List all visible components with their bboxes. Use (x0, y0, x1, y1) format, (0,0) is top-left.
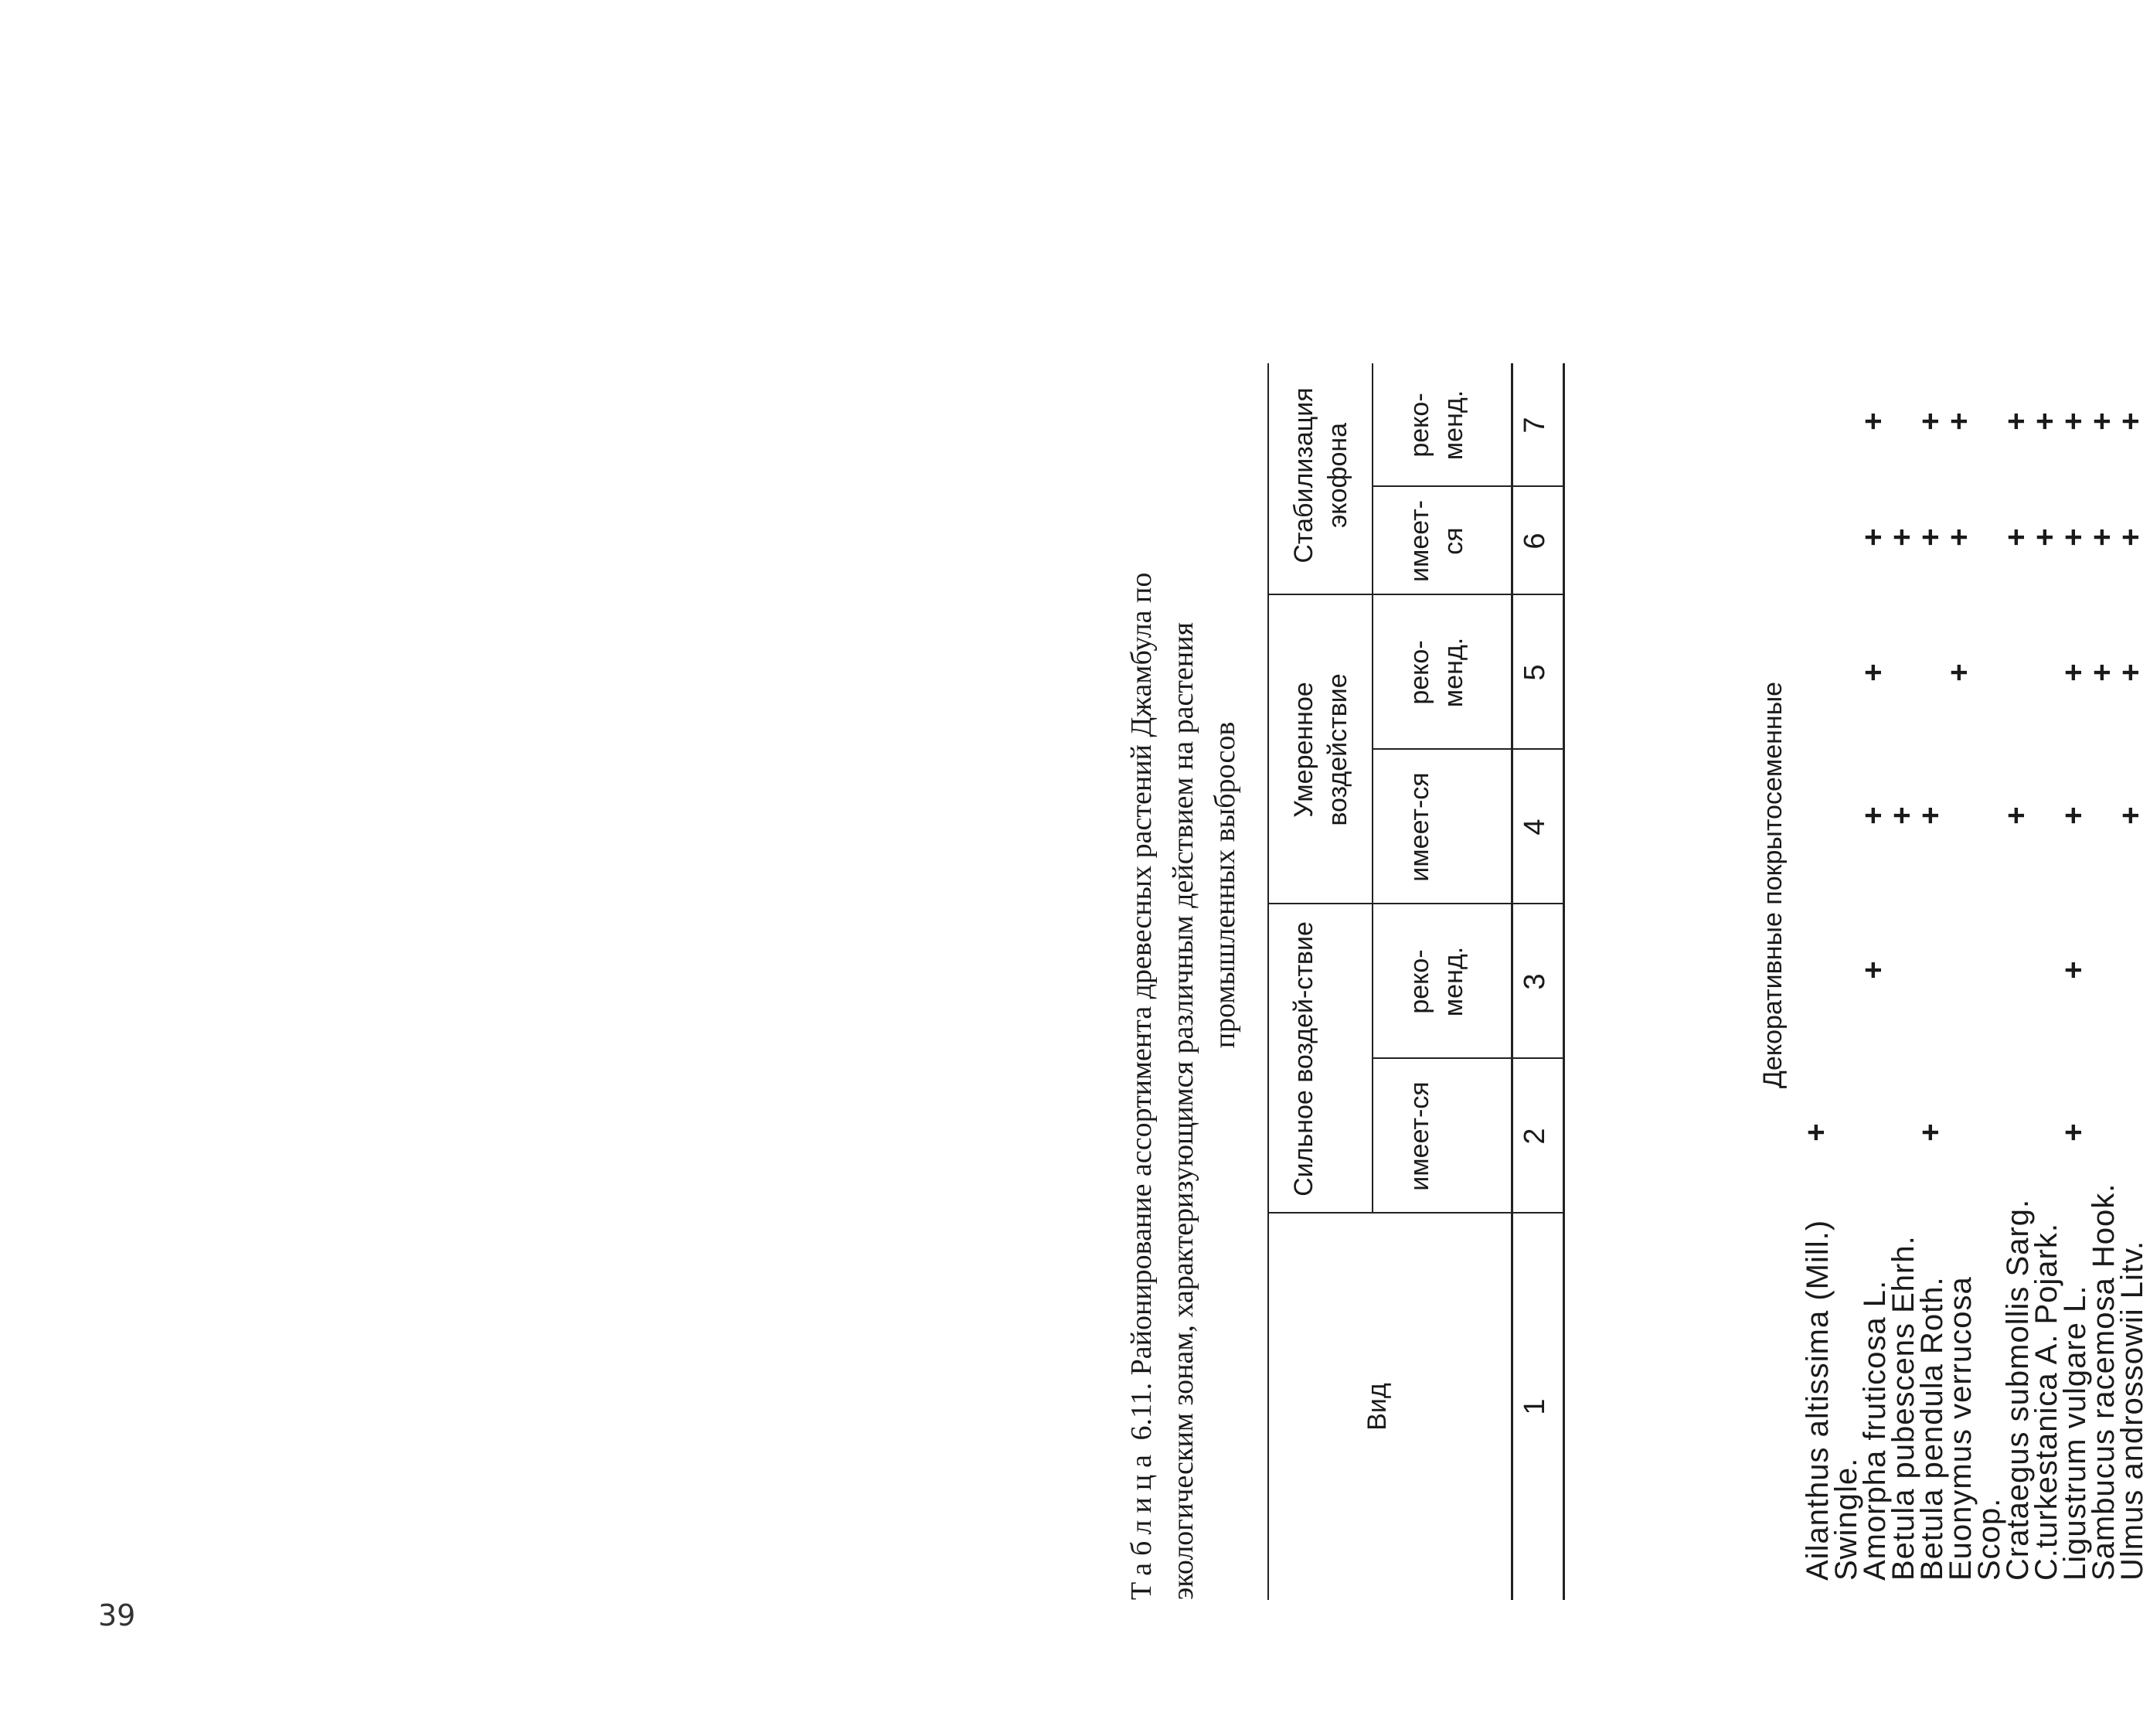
plus-mark: + (1942, 663, 1976, 682)
plus-mark: + (1999, 806, 2033, 825)
plus-mark: + (1856, 961, 1890, 979)
plus-mark: + (1799, 1123, 1833, 1142)
page-number: 39 (98, 1598, 136, 1632)
rotated-table-page (1121, 170, 2149, 1600)
species-name: Crataegus submollis Sarg. (2001, 1198, 2035, 1581)
plus-mark: + (2056, 412, 2090, 431)
plus-mark: + (2114, 412, 2148, 431)
plus-mark: + (2028, 528, 2062, 546)
subheader-has: имеет-ся (1405, 1081, 1434, 1191)
caption-line-2: экологическим зонам, характеризующимся различным действием на растения (1167, 622, 1199, 1600)
caption-line-3: промышленных выбросов (1209, 721, 1241, 1049)
plus-mark: + (2056, 528, 2090, 546)
plus-mark: + (1856, 663, 1890, 682)
species-name: Euonymus verrucosa (1944, 1276, 1978, 1581)
caption-label: Таблица (1125, 1447, 1158, 1600)
subheader-has: имеет-ся (1405, 772, 1434, 882)
header-stabilization: Стабилизация экофона (1289, 387, 1352, 563)
col-number: 6 (1519, 533, 1551, 550)
caption-line-1 (1121, 170, 1162, 1600)
plus-mark: + (2085, 412, 2119, 431)
species-name: C.turkestanica A. Pojark. (2029, 1223, 2063, 1581)
plus-mark: + (1856, 412, 1890, 431)
header-strong-impact: Сильное воздей-ствие (1289, 921, 1318, 1196)
plus-mark: + (1885, 528, 1919, 546)
species-name: Sambucus racemosa Hook. (2087, 1183, 2121, 1581)
col-number: 5 (1519, 664, 1551, 681)
col-number: 7 (1519, 417, 1551, 434)
header-moderate-impact: Умеренное воздействие (1289, 673, 1352, 826)
species-name: Amorpha fruticosa L. (1858, 1279, 1892, 1581)
subheader-rec: реко-менд. (1405, 637, 1468, 708)
plus-mark: + (1999, 412, 2033, 431)
plus-mark: + (1914, 528, 1948, 546)
plus-mark: + (2056, 806, 2090, 825)
plus-mark: + (2114, 528, 2148, 546)
plus-mark: + (2114, 806, 2148, 825)
plus-mark: + (1914, 1123, 1948, 1142)
plus-mark: + (2085, 663, 2119, 682)
plus-mark: + (1914, 412, 1948, 431)
table-header-bottom-rule (1563, 363, 1565, 1600)
plus-mark: + (2056, 1123, 2090, 1142)
header-species: Вид (1362, 1383, 1392, 1431)
col-number: 1 (1519, 1398, 1551, 1415)
species-name: Betula pendula Roth. (1915, 1276, 1949, 1581)
subheader-rec: реко-менд. (1405, 390, 1468, 461)
plus-mark: + (1885, 806, 1919, 825)
plus-mark: + (1856, 806, 1890, 825)
species-name: Ligustrum vulgare L. (2058, 1285, 2092, 1581)
species-name: Scop. (1972, 1497, 2006, 1581)
plus-mark: + (2028, 412, 2062, 431)
species-name: Swingle. (1829, 1457, 1863, 1581)
section-title: Декоративные покрытосеменные (1758, 681, 1788, 1089)
plus-mark: + (1942, 412, 1976, 431)
plus-mark: + (1999, 528, 2033, 546)
plus-mark: + (2056, 961, 2090, 979)
table-caption (1121, 170, 1241, 1600)
number-row-top-rule (1511, 363, 1513, 1600)
species-name: Ailanthus altissima (Mill.) (1801, 1219, 1835, 1581)
plus-mark: + (1942, 528, 1976, 546)
col-number: 3 (1519, 973, 1551, 990)
plus-mark: + (2085, 528, 2119, 546)
subheader-has: имеет-ся (1405, 500, 1468, 582)
col-number: 2 (1519, 1128, 1551, 1145)
plus-mark: + (1856, 528, 1890, 546)
subheader-rec: реко-менд. (1405, 946, 1468, 1017)
plus-mark: + (2114, 663, 2148, 682)
species-name: Ulmus androssowii Litv. (2115, 1240, 2149, 1581)
caption-line-1-text: 6.11. Районирование ассортимента древесных растений Джамбула по (1125, 572, 1158, 1448)
plus-mark: + (2056, 663, 2090, 682)
col-number: 4 (1519, 819, 1551, 836)
species-name: Betula pubescens Ehrh. (1886, 1235, 1920, 1581)
plus-mark: + (1914, 806, 1948, 825)
subheader-rule (1372, 363, 1373, 1213)
table-top-rule (1267, 363, 1269, 1600)
